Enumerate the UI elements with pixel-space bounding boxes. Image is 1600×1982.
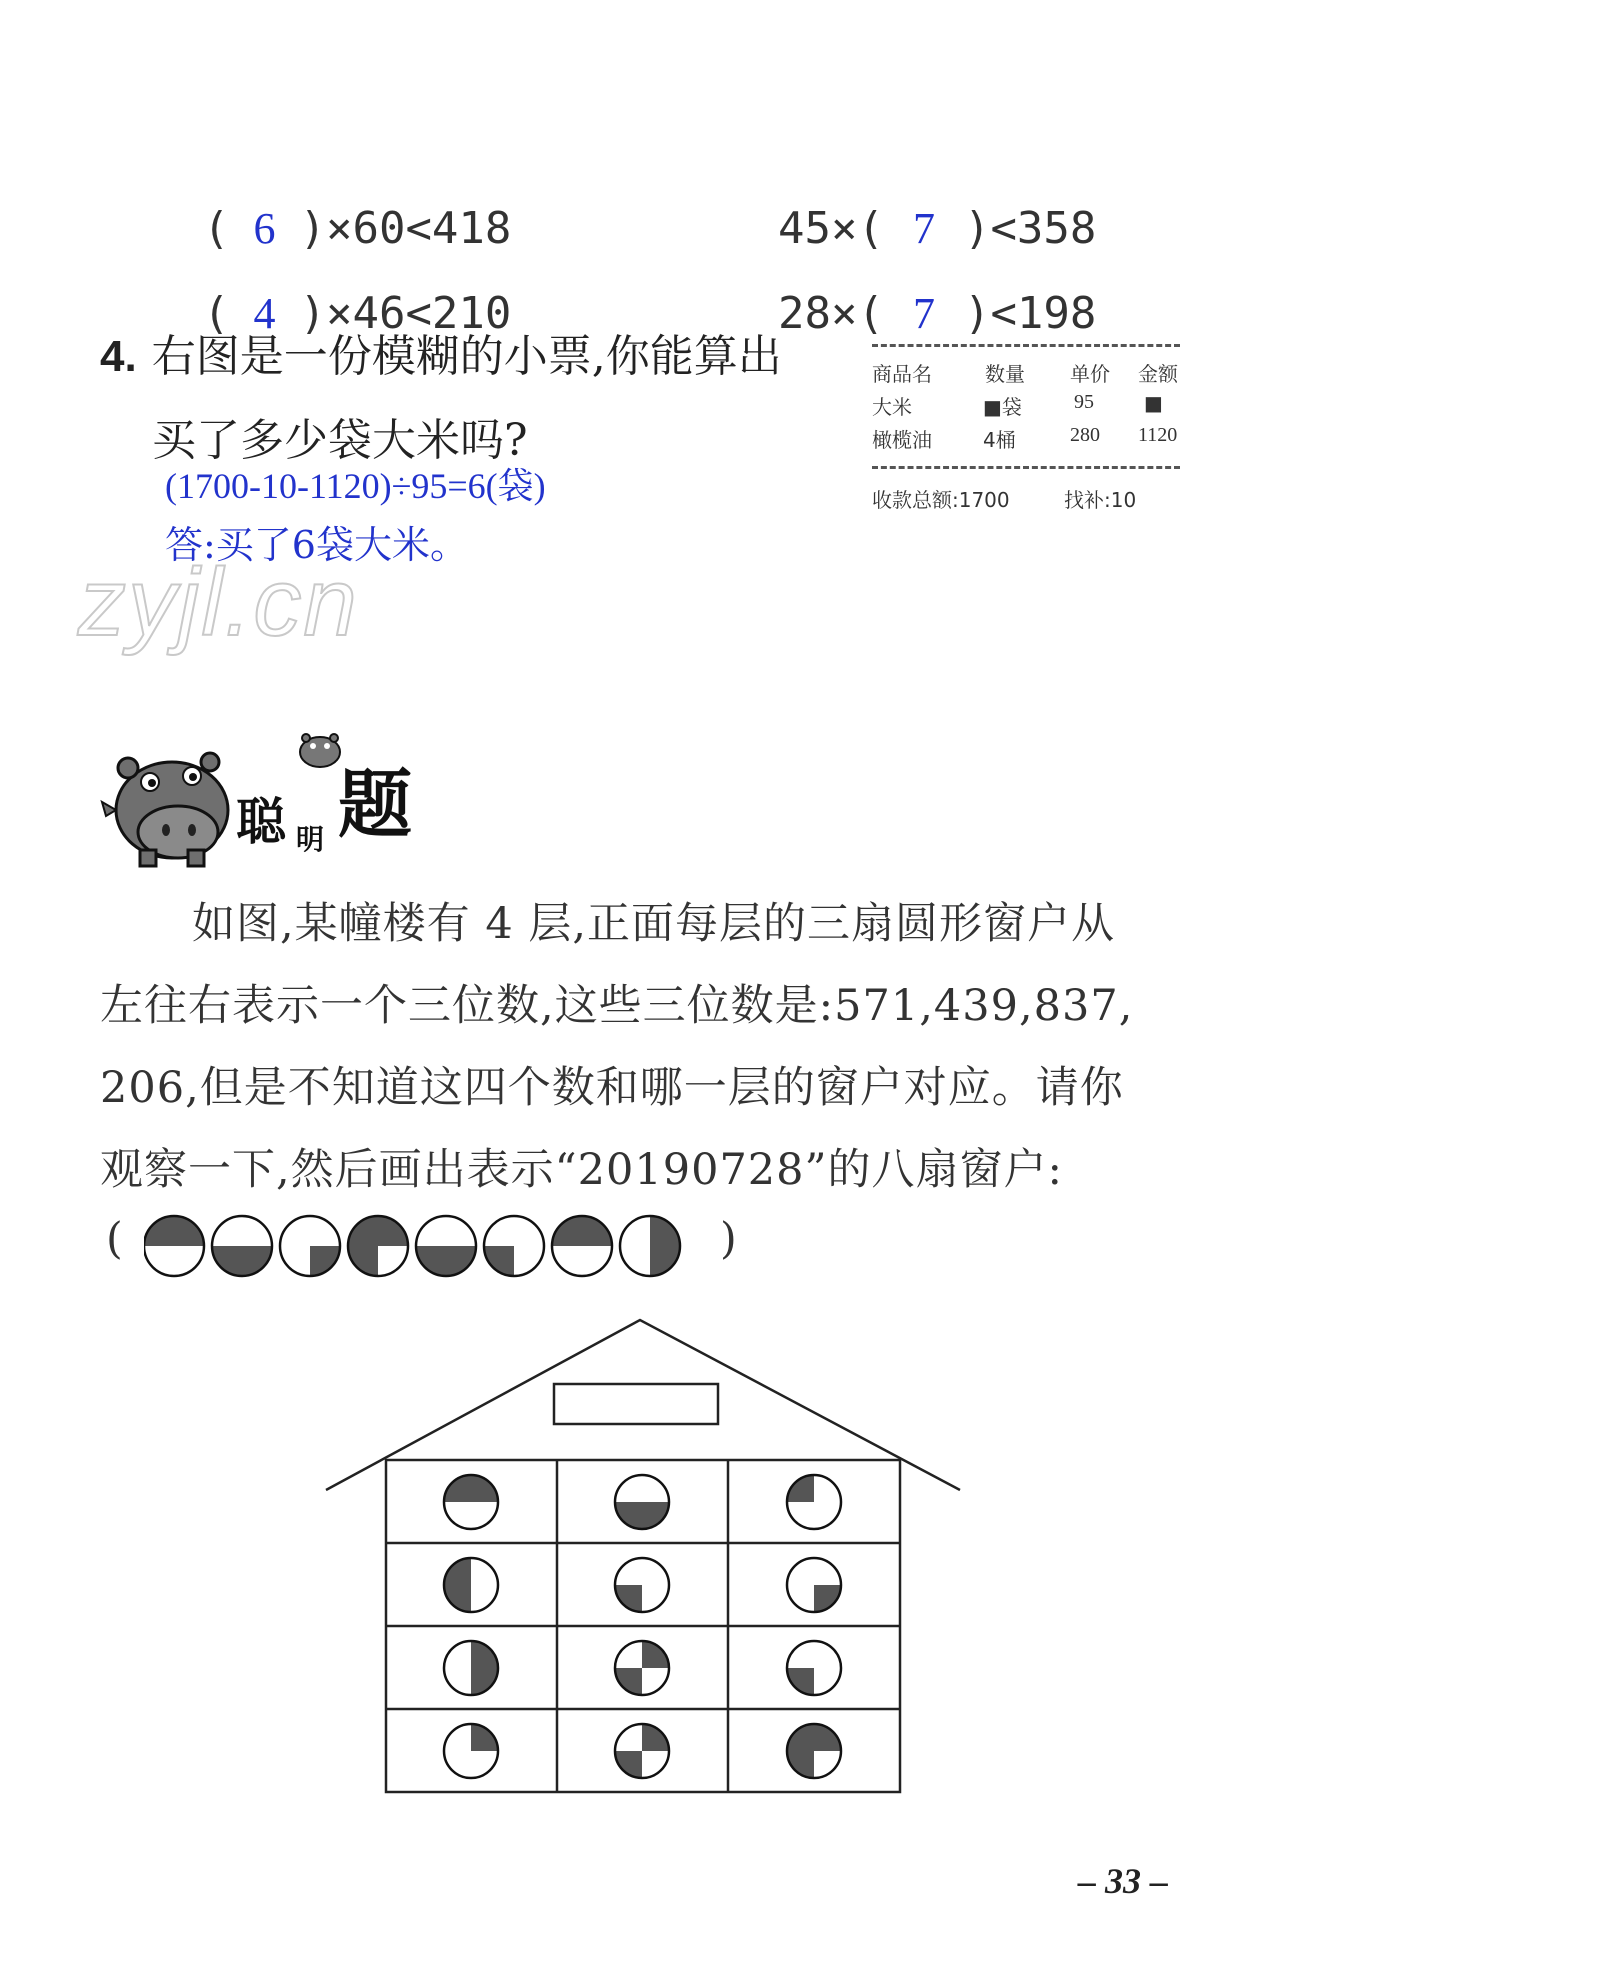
house-window-floor2-col2 (615, 1558, 669, 1612)
receipt-header-price: 单价 (1070, 362, 1110, 386)
house-window-floor4-col1 (444, 1724, 498, 1778)
receipt-total: 收款总额:1700 (872, 488, 1010, 512)
receipt-row-oil-name: 橄榄油 (872, 428, 932, 452)
receipt-divider-top (872, 344, 1180, 347)
problem-line-4: 观察一下,然后画出表示“20190728”的八扇窗户: (100, 1145, 1063, 1195)
open-paren: ( (106, 1214, 124, 1264)
answer-window-1 (144, 1216, 204, 1276)
answer-blank[interactable]: 4 (253, 289, 276, 338)
inequality-4: 28×( 7 )<198 (777, 288, 1097, 339)
receipt-row-oil-amount: 1120 (1138, 424, 1178, 446)
problem-line-2: 左往右表示一个三位数,这些三位数是:571,439,837, (100, 981, 1134, 1031)
receipt-row-oil-price: 280 (1070, 424, 1100, 446)
roof (326, 1320, 960, 1490)
page-number: – 33 – (1078, 1861, 1168, 1901)
house-window-floor2-col1 (444, 1558, 498, 1612)
problem-line-3: 206,但是不知道这四个数和哪一层的窗户对应。请你 (100, 1063, 1124, 1113)
answer-windows-row (100, 1210, 760, 1280)
answer-calculation: (1700-10-1120)÷95=6(袋) (165, 466, 546, 506)
house-window-floor3-col3 (787, 1641, 841, 1695)
small-hippo-icon (296, 730, 344, 770)
answer-window-8 (620, 1216, 680, 1276)
house-window-floor3-col1 (444, 1641, 498, 1695)
question-number: 4. (100, 332, 137, 381)
house-window-floor1-col3 (787, 1475, 841, 1529)
inequality-1: ( 6 )×60<418 (202, 203, 512, 254)
hippo-icon (100, 740, 240, 870)
answer-window-5 (416, 1216, 476, 1276)
question-line-1: 右图是一份模糊的小票,你能算出 (151, 331, 782, 382)
house-window-floor4-col3 (787, 1724, 841, 1778)
answer-window-2 (212, 1216, 272, 1276)
answer-window-6 (484, 1216, 544, 1276)
watermark: zyjl.cn (78, 549, 359, 656)
receipt-divider-bottom (872, 466, 1180, 469)
roof-sign (554, 1384, 718, 1424)
house-window-floor2-col3 (787, 1558, 841, 1612)
answer-window-4 (348, 1216, 408, 1276)
answer-blank[interactable]: 7 (912, 289, 935, 338)
house-window-floor3-col2 (615, 1641, 669, 1695)
answer-windows (144, 1210, 704, 1280)
title-char-cong: 聪 (236, 793, 286, 851)
inequality-2: 45×( 7 )<358 (777, 203, 1097, 254)
answer-blank[interactable]: 7 (912, 204, 935, 253)
inequality-3: ( 4 )×46<210 (202, 288, 512, 339)
receipt (868, 344, 1180, 516)
receipt-header-name: 商品名 (872, 362, 932, 386)
house-window-floor1-col2 (615, 1475, 669, 1529)
problem-line-1: 如图,某幢楼有 4 层,正面每层的三扇圆形窗户从 (192, 899, 1116, 949)
title-char-ti: 题 (338, 762, 412, 848)
smart-title (100, 730, 420, 870)
answer-blank[interactable]: 6 (253, 204, 276, 253)
receipt-header-qty: 数量 (985, 362, 1025, 386)
title-char-ming: 明 (296, 823, 325, 856)
house-window-floor4-col2 (615, 1724, 669, 1778)
receipt-row-rice-price: 95 (1074, 391, 1094, 413)
receipt-row-rice-qty: ■袋 (983, 395, 1022, 419)
question-4 (100, 320, 782, 384)
receipt-header-amount: 金额 (1138, 362, 1178, 386)
house-window-floor1-col1 (444, 1475, 498, 1529)
answer-statement: 答:买了6袋大米。 (165, 523, 468, 567)
receipt-row-rice-name: 大米 (872, 395, 912, 419)
receipt-row-rice-amount: ■ (1144, 391, 1163, 415)
receipt-row-oil-qty: 4桶 (983, 428, 1016, 452)
close-paren: ) (720, 1214, 738, 1264)
answer-window-7 (552, 1216, 612, 1276)
receipt-change: 找补:10 (1064, 488, 1137, 512)
house-diagram (320, 1310, 970, 1800)
question-line-2: 买了多少袋大米吗? (152, 415, 528, 466)
answer-window-3 (280, 1216, 340, 1276)
